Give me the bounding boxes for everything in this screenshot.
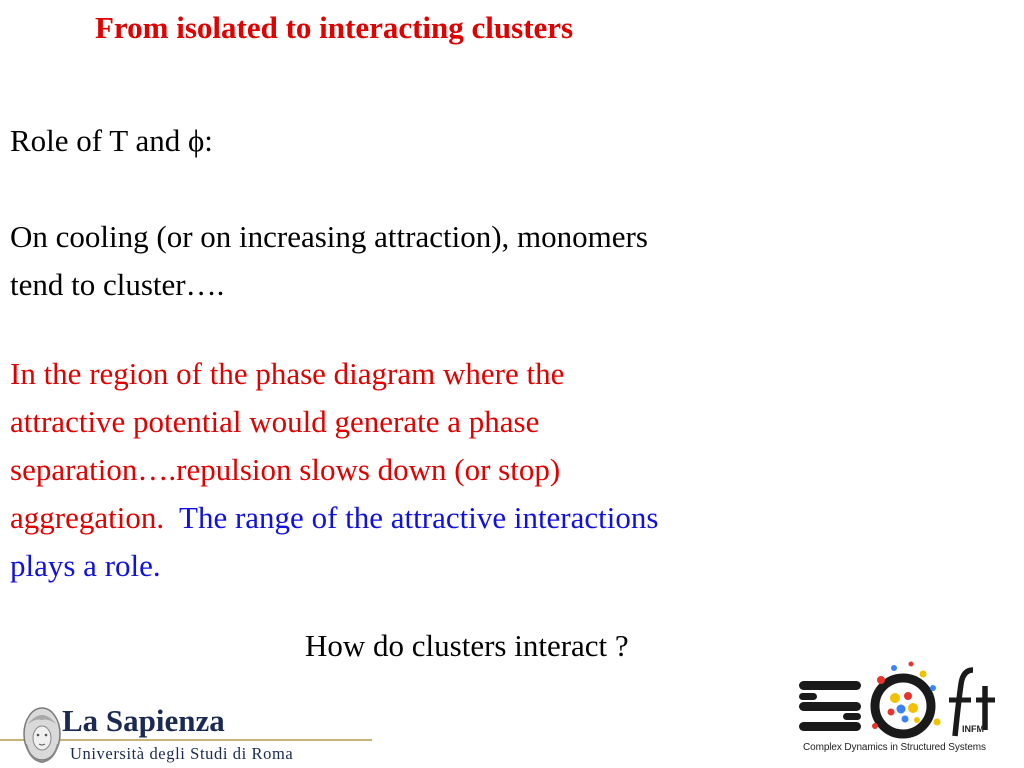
sapienza-name: La Sapienza xyxy=(62,703,225,738)
paragraph-phase-line-4 xyxy=(10,494,658,542)
paragraph-phase-region xyxy=(10,350,658,590)
minerva-head-icon xyxy=(18,704,66,766)
sapienza-subtitle: Università degli Studi di Roma xyxy=(70,744,294,763)
paragraph-phase-line-4-blue: The range of the attractive interactions xyxy=(179,500,659,535)
role-line: Role of T and ϕ: xyxy=(10,123,213,158)
soft-infm-label: INFM xyxy=(962,724,984,734)
closing-question: How do clusters interact ? xyxy=(305,628,629,663)
slide-title: From isolated to interacting clusters xyxy=(95,10,574,45)
paragraph-phase-line-1: In the region of the phase diagram where the xyxy=(10,356,565,391)
paragraph-phase-line-5: plays a role. xyxy=(10,548,161,583)
paragraph-phase-line-4-red: aggregation. xyxy=(10,500,180,535)
paragraph-phase-line-2: attractive potential would generate a phase xyxy=(10,404,540,439)
paragraph-cooling-line-1: On cooling (or on increasing attraction), monomers xyxy=(10,219,648,254)
paragraph-cooling xyxy=(10,213,648,309)
soft-tagline: Complex Dynamics in Structured Systems xyxy=(803,742,986,753)
paragraph-cooling-line-2: tend to cluster…. xyxy=(10,267,225,302)
paragraph-phase-line-3: separation….repulsion slows down (or stop) xyxy=(10,452,561,487)
